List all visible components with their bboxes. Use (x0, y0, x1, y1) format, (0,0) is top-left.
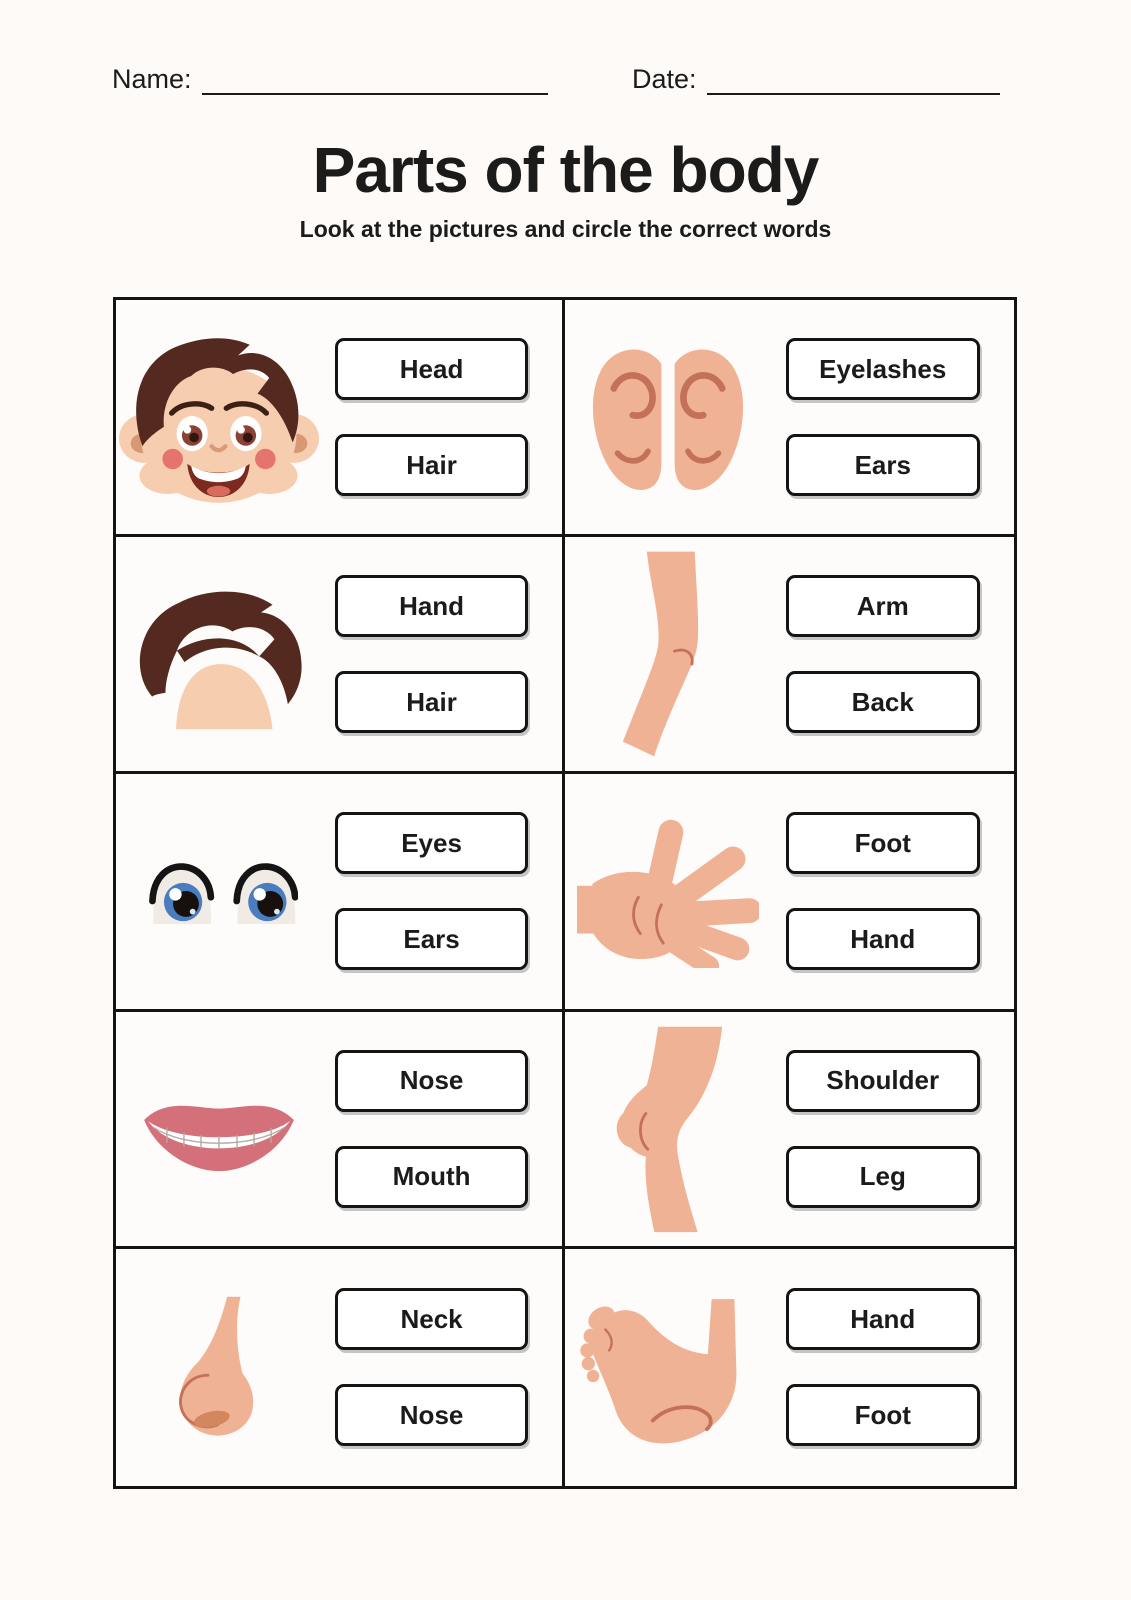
cell-mouth (116, 1012, 565, 1249)
cell-eyes (116, 774, 565, 1011)
cell-foot (565, 1249, 1014, 1486)
cell-arm (565, 537, 1014, 774)
ears-illustration (587, 339, 749, 496)
word-option[interactable]: Hand (786, 908, 980, 970)
worksheet-grid (113, 297, 1017, 1489)
eyes-illustration (116, 857, 321, 926)
name-line[interactable] (202, 67, 548, 95)
date-label: Date: (632, 64, 697, 94)
foot-illustration (565, 1284, 772, 1450)
word-option[interactable]: Eyelashes (786, 338, 980, 400)
name-label: Name: (112, 64, 192, 94)
cell-head (116, 300, 565, 537)
word-option[interactable]: Head (335, 338, 528, 400)
word-option[interactable]: Nose (335, 1050, 528, 1112)
nose-illustration (164, 1291, 274, 1444)
options-column (772, 338, 1014, 496)
nose-illustration (116, 1291, 321, 1444)
cell-leg (565, 1012, 1014, 1249)
cell-ears (565, 300, 1014, 537)
options-column (321, 1050, 562, 1208)
hair-illustration (116, 578, 321, 731)
date-line[interactable] (707, 67, 1000, 95)
mouth-illustration (138, 1084, 300, 1174)
word-option[interactable]: Hair (335, 434, 528, 496)
hand-illustration (577, 815, 759, 968)
cell-nose (116, 1249, 565, 1486)
word-option[interactable]: Ears (335, 908, 528, 970)
options-column (321, 575, 562, 733)
word-option[interactable]: Arm (786, 575, 980, 637)
hand-illustration (565, 815, 772, 968)
cell-hair (116, 537, 565, 774)
options-column (321, 812, 562, 970)
arm-illustration (565, 548, 772, 760)
options-column (321, 338, 562, 496)
word-option[interactable]: Eyes (335, 812, 528, 874)
options-column (321, 1288, 562, 1446)
options-column (772, 575, 1014, 733)
word-option[interactable]: Ears (786, 434, 980, 496)
word-option[interactable]: Shoulder (786, 1050, 980, 1112)
word-option[interactable]: Foot (786, 812, 980, 874)
boy-face-illustration (116, 329, 321, 505)
leg-illustration (565, 1023, 772, 1235)
options-column (772, 1288, 1014, 1446)
word-option[interactable]: Foot (786, 1384, 980, 1446)
name-field (112, 66, 548, 95)
word-option[interactable]: Nose (335, 1384, 528, 1446)
foot-illustration (573, 1284, 763, 1450)
options-column (772, 812, 1014, 970)
word-option[interactable]: Hand (335, 575, 528, 637)
word-option[interactable]: Back (786, 671, 980, 733)
page-title: Parts of the body (312, 134, 819, 206)
ears-illustration (565, 339, 772, 496)
hair-illustration (121, 578, 317, 731)
word-option[interactable]: Neck (335, 1288, 528, 1350)
arm-illustration (615, 548, 721, 760)
word-option[interactable]: Hair (335, 671, 528, 733)
cell-hand (565, 774, 1014, 1011)
boy-face-illustration (119, 329, 319, 505)
leg-illustration (608, 1023, 728, 1235)
date-field (632, 66, 1000, 95)
mouth-illustration (116, 1084, 321, 1174)
word-option[interactable]: Hand (786, 1288, 980, 1350)
word-option[interactable]: Mouth (335, 1146, 528, 1208)
options-column (772, 1050, 1014, 1208)
word-option[interactable]: Leg (786, 1146, 980, 1208)
eyes-illustration (140, 857, 298, 926)
page-subtitle: Look at the pictures and circle the correct words (299, 216, 832, 242)
